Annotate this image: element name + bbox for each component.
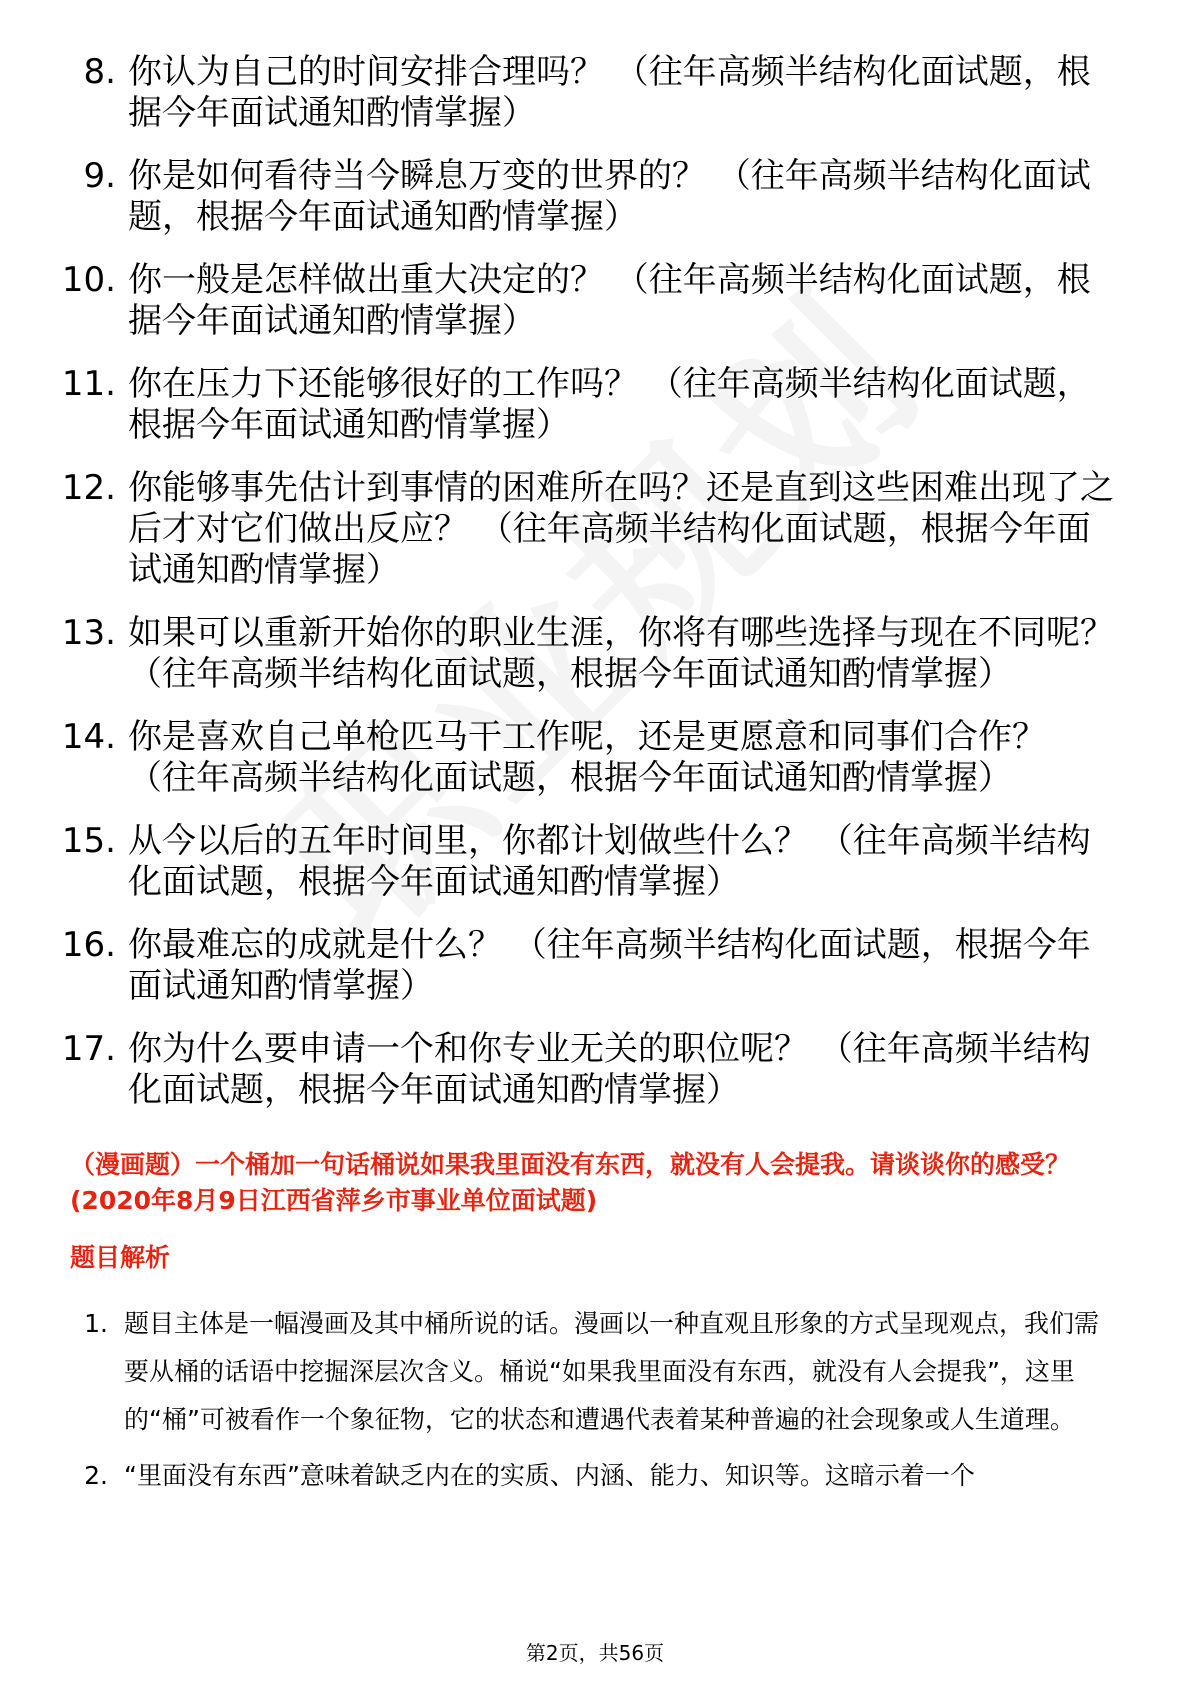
question-text: 你是喜欢自己单枪匹马干工作呢，还是更愿意和同事们合作？ （往年高频半结构化面试题，根据今年面试通知酌情掌握） bbox=[128, 717, 1046, 798]
question-number: 17. bbox=[61, 1029, 116, 1069]
question-text: 你一般是怎样做出重大决定的？ （往年高频半结构化面试题，根据今年面试通知酌情掌握） bbox=[128, 260, 1091, 341]
question-text: 你在压力下还能够很好的工作吗？ （往年高频半结构化面试题，根据今年面试通知酌情掌握） bbox=[128, 364, 1091, 445]
question-text: 如果可以重新开始你的职业生涯，你将有哪些选择与现在不同呢？ （往年高频半结构化面试题，根据今年面试通知酌情掌握） bbox=[128, 613, 1114, 694]
question-item bbox=[58, 468, 1118, 591]
question-number: 9. bbox=[83, 156, 116, 196]
question-list bbox=[58, 52, 1118, 1133]
question-text: 你认为自己的时间安排合理吗？ （往年高频半结构化面试题，根据今年面试通知酌情掌握） bbox=[128, 52, 1091, 133]
question-item bbox=[58, 1029, 1118, 1111]
question-text: 你最难忘的成就是什么？ （往年高频半结构化面试题，根据今年面试通知酌情掌握） bbox=[128, 925, 1091, 1006]
question-item bbox=[58, 613, 1118, 695]
question-number: 16. bbox=[61, 925, 116, 965]
question-number: 14. bbox=[61, 717, 116, 757]
section-title: 题目解析 bbox=[70, 1243, 171, 1272]
question-number: 11. bbox=[61, 364, 116, 404]
question-item bbox=[58, 52, 1118, 134]
question-item bbox=[58, 925, 1118, 1007]
analysis-text: 题目主体是一幅漫画及其中桶所说的话。漫画以一种直观且形象的方式呈现观点，我们需要从桶的话语中挖掘深层次含义。桶说“如果我里面没有东西，就没有人会提我”，这里的“桶”可被看作一个象征物，它的状态和遭遇代表着某种普遍的社会现象或人生道理。 bbox=[124, 1309, 1100, 1434]
analysis-item bbox=[72, 1452, 1122, 1500]
page-footer: 第2页，共56页 bbox=[525, 1641, 665, 1665]
question-text: 从今以后的五年时间里，你都计划做些什么？ （往年高频半结构化面试题，根据今年面试通知酌情掌握） bbox=[128, 821, 1091, 902]
analysis-item bbox=[72, 1300, 1122, 1444]
question-number: 8. bbox=[83, 52, 116, 92]
question-item bbox=[58, 717, 1118, 799]
question-number: 12. bbox=[61, 468, 116, 508]
question-number: 10. bbox=[61, 260, 116, 300]
question-number: 13. bbox=[61, 613, 116, 653]
question-item bbox=[58, 260, 1118, 342]
question-item bbox=[58, 364, 1118, 446]
cartoon-question-headline: （漫画题）一个桶加一句话桶说如果我里面没有东西，就没有人会提我。请谈谈你的感受？(2020年8月9日江西省萍乡市事业单位面试题) bbox=[70, 1150, 1071, 1215]
analysis-number: 1. bbox=[84, 1309, 108, 1338]
analysis-number: 2. bbox=[84, 1461, 108, 1490]
question-number: 15. bbox=[61, 821, 116, 861]
question-item bbox=[58, 156, 1118, 238]
analysis-list bbox=[72, 1300, 1122, 1508]
question-text: 你为什么要申请一个和你专业无关的职位呢？ （往年高频半结构化面试题，根据今年面试通知酌情掌握） bbox=[128, 1029, 1091, 1110]
analysis-text: “里面没有东西”意味着缺乏内在的实质、内涵、能力、知识等。这暗示着一个 bbox=[124, 1461, 975, 1490]
question-text: 你能够事先估计到事情的困难所在吗？还是直到这些困难出现了之后才对它们做出反应？ （往年高频半结构化面试题，根据今年面试通知酌情掌握） bbox=[128, 468, 1114, 590]
question-item bbox=[58, 821, 1118, 903]
question-text: 你是如何看待当今瞬息万变的世界的？ （往年高频半结构化面试题，根据今年面试通知酌情掌握） bbox=[128, 156, 1091, 237]
